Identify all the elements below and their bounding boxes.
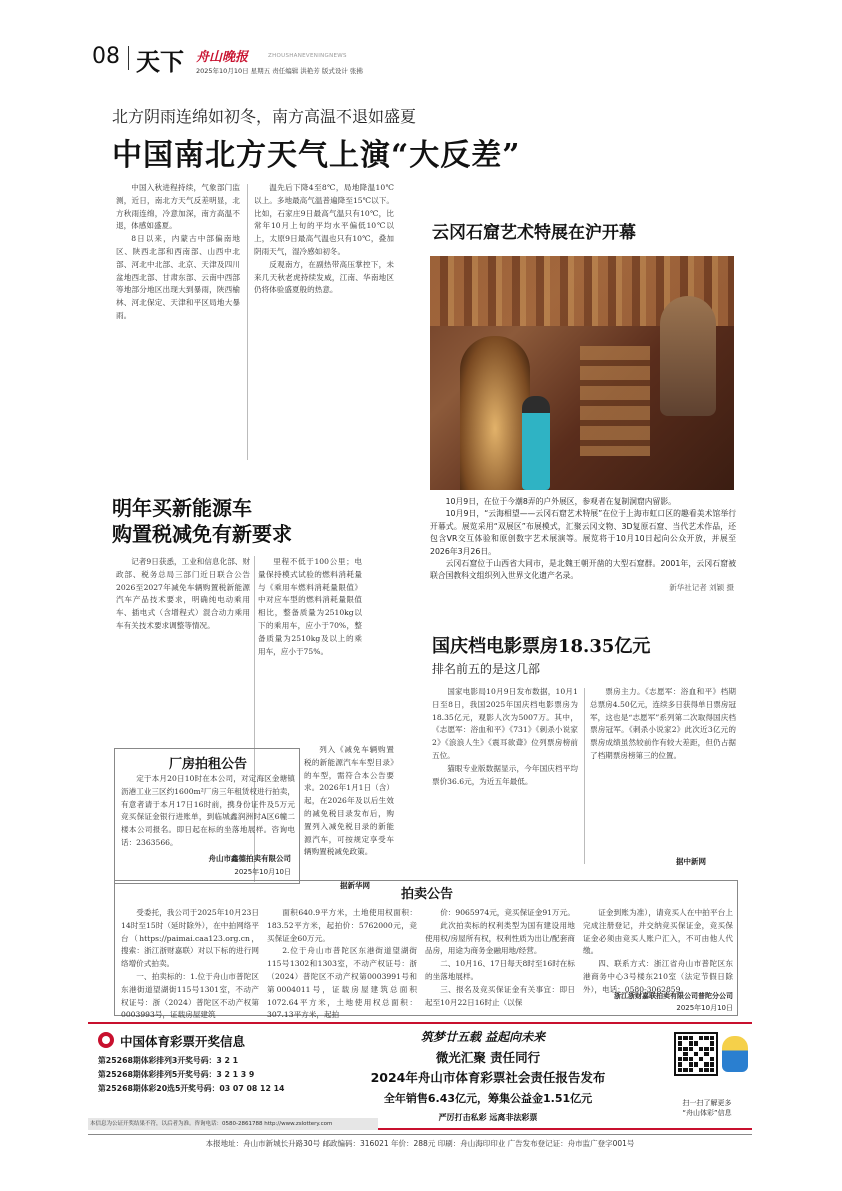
visitor-figure: [522, 396, 550, 490]
lottery-promo-headline: 微光汇聚 责任同行: [435, 1050, 541, 1065]
lottery-footer: 本信息为公证开奖结果不符，以后者为准。咨询电话：0580-2861788 http://www.zslottery.com: [88, 1118, 378, 1130]
auction-paragraph: 受委托，我公司于2025年10月23日14时至15时（延时除外），在中拍网络平台（https://paimai.caa123.org.cn，搜索：浙江浙财嘉联）对以下标的进行网络增价式拍卖。: [121, 908, 259, 969]
lead-paragraph: 反观南方，在副热带高压掌控下，未来几天秋老虎持续发威，江南、华南地区仍将体验盛夏般的热意。: [254, 259, 394, 295]
auction-paragraph: 三、报名及竞买保证金有关事宜：即日起至10月22日16时止（以保: [425, 984, 575, 1007]
auction-paragraph: 价：9065974元，竞买保证金91万元。: [440, 908, 575, 917]
niche-figures: [580, 346, 650, 456]
lottery-section: [88, 1022, 752, 1130]
auction-column-3: [425, 907, 575, 1011]
tax-title-line-2: 购置税减免有新要求: [112, 522, 292, 546]
lottery-promo-warning: 严厉打击私彩 远离非法彩票: [438, 1113, 538, 1122]
tax-title-line-1: 明年买新能源车: [112, 496, 252, 520]
masthead-divider: [128, 46, 129, 70]
box-office-subtitle: 排名前五的是这几部: [432, 662, 541, 676]
lead-paragraph: 8日以来，内蒙古中部偏南地区、陕西北部和西南部、山西中北部、河北中北部、北京、天津及四川盆地西北部、甘肃东部、云南中西部等地部分地区出现大到暴雨，陕西榆林、河北保定、天津和平区局地大暴雨。: [116, 234, 240, 320]
page-number: 08: [92, 44, 120, 69]
box-office-paragraph: 票房主力。《志愿军：浴血和平》档期总票房4.50亿元，连续多日获得单日票房冠军，这也是“志愿军”系列第二次取得国庆档票房冠军。《刺杀小说家2》此次近3亿元的票房成绩虽然较前作有较大差距，但仍占据了档期票房榜第三的位置。: [590, 687, 736, 760]
lottery-result-line: 第25268期体彩排列3开奖号码：3 2 1: [98, 1056, 239, 1065]
auction-paragraph: 证金到账为准），请竞买人在中拍平台上完成注册登记，并交纳竞买保证金，竞买保证金必须由竞买人账户汇入，不可由他人代缴。: [583, 908, 733, 956]
qr-code-icon[interactable]: [674, 1032, 718, 1076]
lottery-result-line: 第25268期体彩排列5开奖号码：3 2 1 3 9: [98, 1070, 255, 1079]
box-office-paragraph: 猫眼专业版数据显示，今年国庆档平均票价36.6元，为近五年最低。: [432, 763, 578, 786]
lottery-mascot-icon: [722, 1036, 748, 1072]
photo-credit: 新华社记者 刘颖 摄: [669, 583, 734, 592]
lottery-slogan: 筑梦廿五载 益起向未来: [420, 1030, 546, 1044]
auction-date: 2025年10月10日: [676, 1004, 733, 1012]
paper-english-name: ZHOUSHANEVENINGNEWS: [268, 53, 347, 59]
qr-caption-1: 扫一扫了解更多: [682, 1099, 732, 1107]
exhibit-title: 云冈石窟艺术特展在沪开幕: [432, 223, 636, 243]
cave-doorway: [460, 336, 530, 490]
lead-column-2: [254, 182, 394, 466]
tax-source: 据新华网: [340, 881, 370, 890]
buddha-statue: [660, 296, 716, 416]
auction-company: 浙江浙财嘉联拍卖有限公司普陀分公司: [614, 992, 733, 1000]
auction-column-2: [267, 907, 417, 1020]
qr-caption-2: “舟山体彩”信息: [682, 1109, 732, 1117]
factory-notice-text: 定于本月20日10时在本公司，对定海区金塘镇沥港工业三区约1600m²厂房三年租赁权进行拍卖，有意者请于本月17日16时前，携身份证件及5万元竞买保证金银行进账单，到临城鑫润洲时A区6幢二楼本公司报名。即日起在标的坐落地展样。咨询电话：2363566。: [121, 774, 295, 847]
auction-paragraph: 2.位于舟山市普陀区东港街道望湖街115号1302和1303室，不动产权证号：浙（2024）普陀区不动产权第0003991号和第0004011号，证载房屋建筑总面积1072.64平方米，土地使用权总面积：307.13平方米，起拍: [267, 946, 417, 1020]
paper-name: 舟山晚报: [196, 50, 249, 65]
lottery-results: [98, 1054, 342, 1096]
caption-paragraph: 云冈石窟位于山西省大同市，是北魏王朝开凿的大型石窟群。2001年，云冈石窟被联合国教科文组织列入世界文化遗产名录。: [430, 559, 736, 581]
auction-column-4: [583, 907, 733, 994]
tax-column-3: [304, 744, 394, 884]
column-rule: [584, 688, 585, 864]
tax-paragraph: 记者9日获悉，工业和信息化部、财政部、税务总局三部门近日联合公告2026至2027年减免车辆购置税新能源汽车产品技术要求，明确纯电动乘用车、插电式（含增程式）混合动力乘用车有关技术要求调整等情况。: [116, 557, 250, 630]
box-office-column-1: [432, 686, 578, 864]
lead-paragraph: 中国入秋进程持续，气象部门监测，近日，南北方天气反差明显，北方秋雨连绵，冷意加深，南方高温不退，体感如盛夏。: [116, 183, 240, 231]
section-name: 天下: [136, 47, 184, 76]
box-office-paragraph: 国家电影局10月9日发布数据，10月1日至8日，我国2025年国庆档电影票房为18.35亿元，观影人次为5007万。其中，《志愿军：浴血和平》《731》《刺杀小说家2》《浪浪人生》《震耳欲聋》位列票房榜前五位。: [432, 687, 578, 760]
factory-notice-box: [114, 748, 300, 884]
factory-notice-title: 厂房拍租公告: [168, 757, 247, 772]
auction-column-1: [121, 907, 259, 1020]
lead-paragraph: 温先后下降4至8℃，局地降温10℃以上。多地最高气温普遍降至15℃以下。比如，石家庄9日最高气温只有10℃，比常年10月上旬的平均水平偏低10℃以上，太原9日最高气温也只有10℃，叠加阴雨天气，湿冷感如初冬。: [254, 183, 394, 256]
tax-column-1: [116, 556, 250, 746]
lottery-promo-report: 2024年舟山市体育彩票社会责任报告发布: [370, 1070, 606, 1085]
caption-paragraph: 10月9日，在位于今潮8弄的户外展区，参观者在复制洞窟内留影。: [445, 497, 676, 506]
auction-paragraph: 此次拍卖标的权利类型为国有建设用地使用权/房屋所有权，权利性质为出让/配套商品房，用途为商务金融用地/经营。: [425, 920, 575, 956]
auction-notice-title: 拍卖公告: [400, 887, 453, 902]
tax-paragraph: 里程不低于100公里；电量保持模式试验的燃料消耗量与《乘用车燃料消耗量限值》中对应车型的燃料消耗量限值相比，整备质量为2510kg以下的乘用车，应小于70%，整备质量为2510kg及以上的乘用车，应小于75%。: [258, 557, 362, 656]
page-footer: 本报地址：舟山市新城长升路30号 邮政编码：316021 年价：288元 印刷：舟山海印印业 广告发布登记证：舟市监广登字001号: [205, 1139, 635, 1148]
factory-notice-company: 舟山市鑫德拍卖有限公司: [208, 854, 291, 863]
auction-paragraph: 一、拍卖标的：1.位于舟山市普陀区东港街道望湖街115号1301室，不动产权证号：浙（2024）普陀区不动产权第0003993号，证载房屋建筑: [121, 971, 259, 1020]
lead-subtitle: 北方阴雨连绵如初冬，南方高温不退如盛夏: [112, 107, 417, 126]
footer-rule: [88, 1134, 752, 1135]
lottery-logo-icon: [98, 1032, 114, 1048]
auction-paragraph: 二、10月16、17日每天8时至16时在标的坐落地展样。: [425, 959, 575, 981]
lottery-promo-sales: 全年销售6.43亿元，筹集公益金1.51亿元: [383, 1092, 593, 1105]
tax-column-2: [258, 556, 362, 738]
tax-paragraph: 列入《减免车辆购置税的新能源汽车车型目录》的车型，需符合本公告要求。2026年1月1日（含）起，在2026年及以后生效的减免税目录发布后，购置列入减免税目录的新能源汽车，可按规定享受车辆购置税减免政策。: [304, 745, 394, 857]
box-office-source: 据中新网: [676, 857, 706, 866]
box-office-title: 国庆档电影票房18.35亿元: [432, 636, 651, 657]
column-rule: [247, 184, 248, 460]
lottery-result-line: 第25268期体彩20选5开奖号码：03 07 08 12 14: [98, 1084, 285, 1093]
auction-paragraph: 四、联系方式：浙江省舟山市普陀区东港商务中心3号楼东210室（法定节假日除外），电话：0580-3062859。: [583, 959, 733, 994]
lead-title: 中国南北方天气上演“大反差”: [112, 138, 521, 173]
lead-column-1: [116, 182, 240, 466]
exhibit-photo: [430, 256, 734, 490]
exhibit-caption: [430, 496, 736, 583]
lottery-title: 中国体育彩票开奖信息: [120, 1034, 246, 1049]
masthead: [92, 40, 772, 80]
lottery-logo-inner: [102, 1036, 110, 1044]
auction-paragraph: 面积640.9平方米，土地使用权面积：183.52平方米，起拍价：5762000元，竞买保证金60万元。: [267, 908, 417, 943]
auction-notice-box: [114, 880, 738, 1020]
factory-notice-date: 2025年10月10日: [234, 868, 291, 876]
issue-line: 2025年10月10日 星期五 责任编辑 洪艳芳 版式设计 张拂: [196, 67, 363, 75]
box-office-column-2: [590, 686, 736, 864]
caption-paragraph: 10月9日，“云海相望——云冈石窟艺术特展”在位于上海市虹口区的趣看美术馆举行开幕式。展览采用“双展区”布展模式，汇聚云冈文物、3D复原石窟、当代艺术作品，还包含VR交互体验和原创数字艺术展演等。展览将于10月10日起向公众开放，并展至2026年3月26日。: [430, 509, 736, 556]
